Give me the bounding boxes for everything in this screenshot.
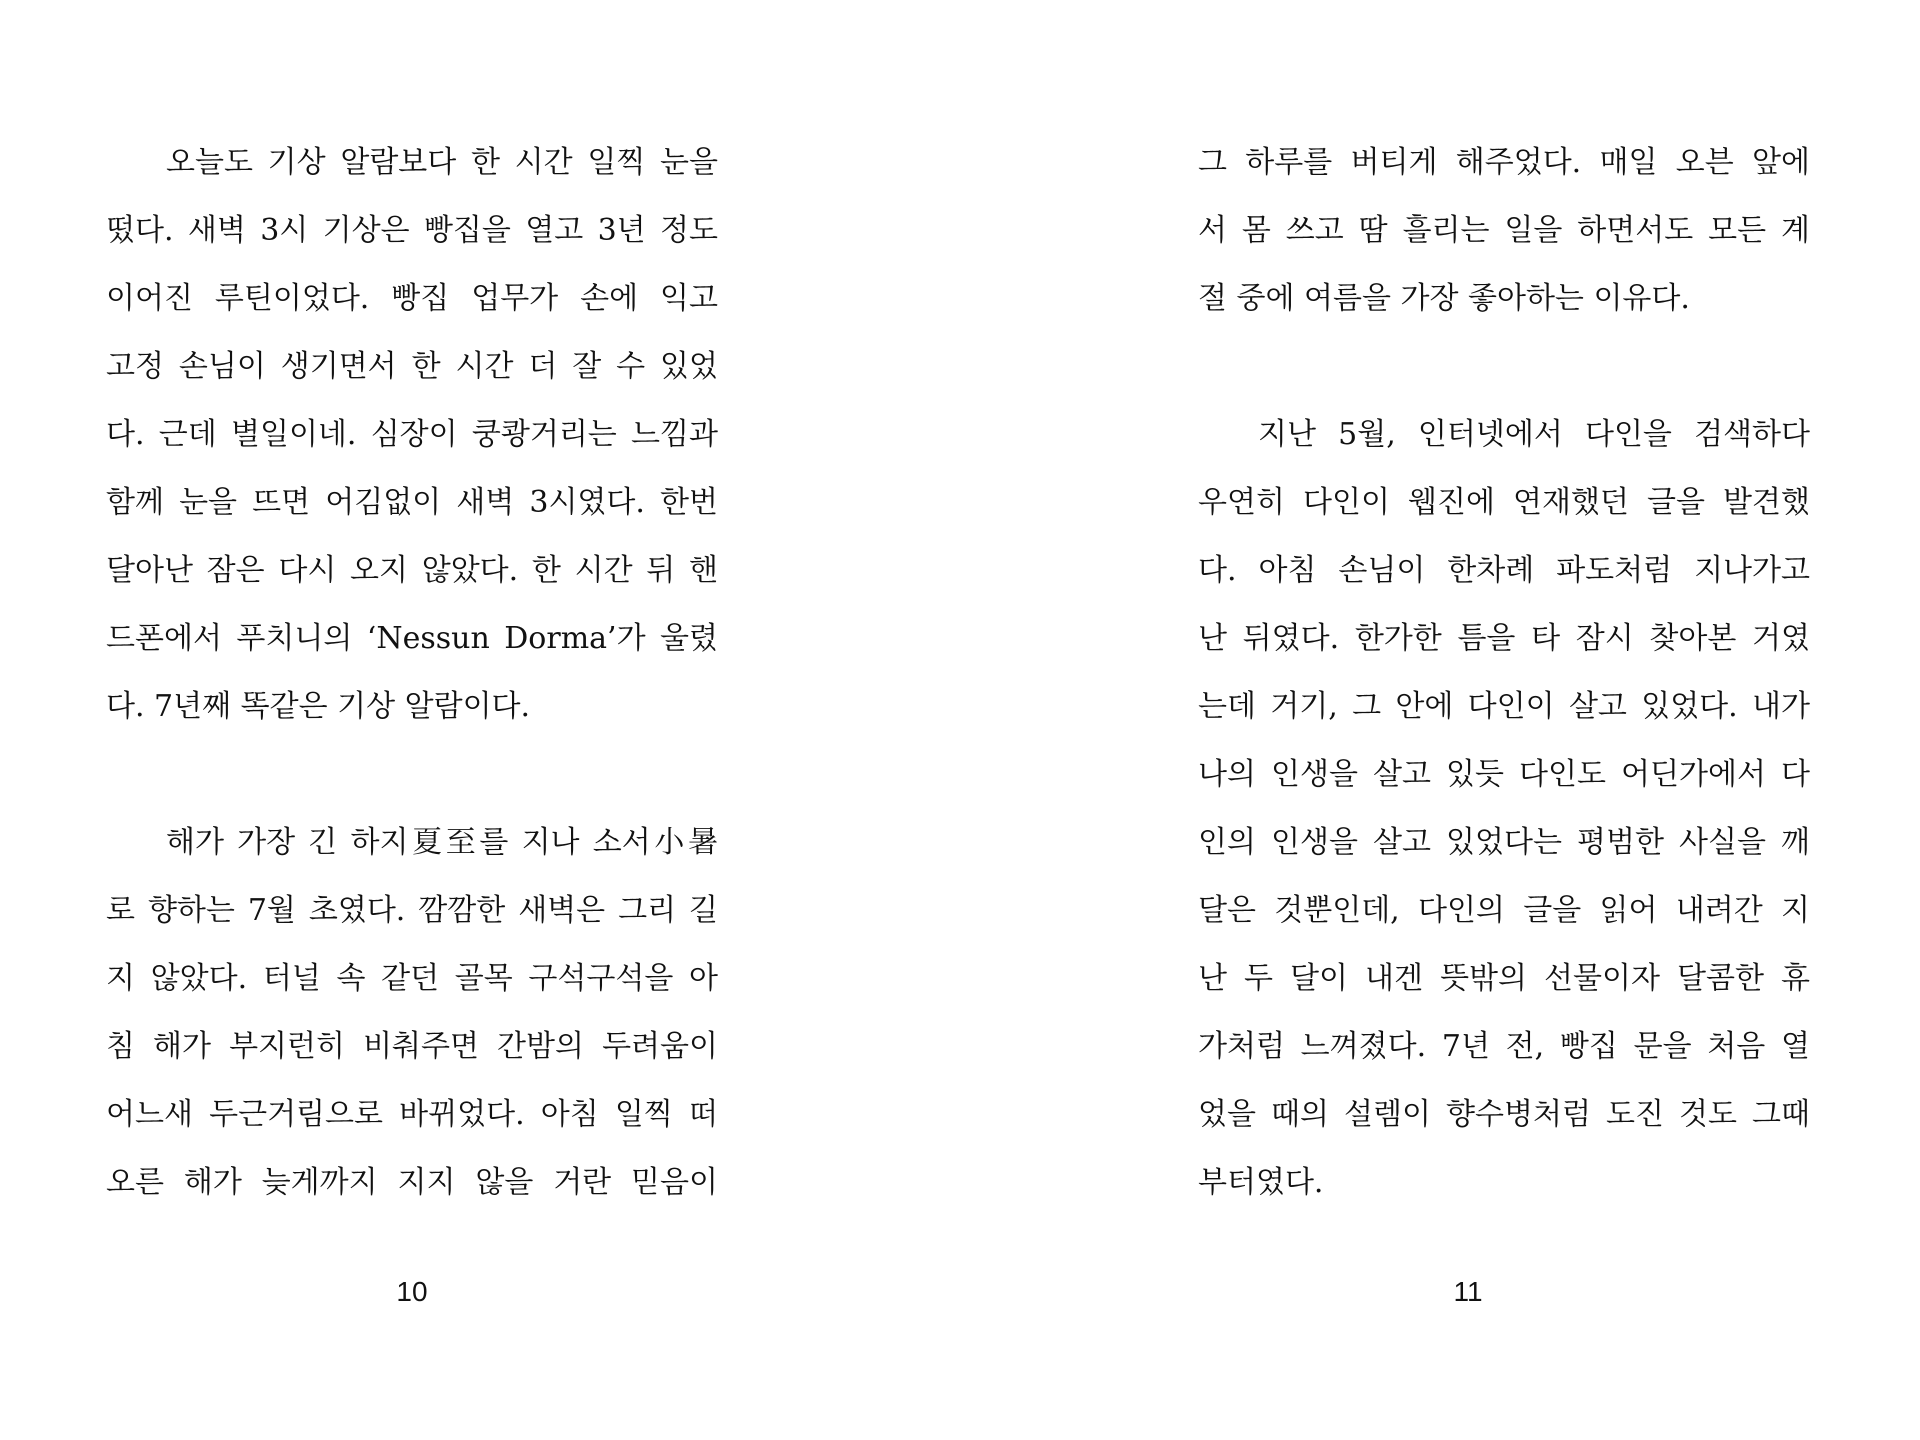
text-line: 다. 아침 손님이 한차례 파도처럼 지나가고 <box>1198 553 1810 588</box>
text-line: 어느새 두근거림으로 바뀌었다. 아침 일찍 떠 <box>106 1097 718 1132</box>
text-line: 로 향하는 7월 초였다. 깜깜한 새벽은 그리 길 <box>106 893 718 928</box>
paragraph <box>1198 129 1810 333</box>
right-page-text <box>1198 129 1810 1217</box>
paragraph <box>1198 401 1810 1217</box>
text-line: 오른 해가 늦게까지 지지 않을 거란 믿음이 <box>106 1165 718 1200</box>
text-line: 나의 인생을 살고 있듯 다인도 어딘가에서 다 <box>1198 757 1810 792</box>
right-page <box>960 0 1920 1440</box>
paragraph-gap <box>1198 333 1810 401</box>
paragraph <box>106 129 718 741</box>
text-line: 지난 5월, 인터넷에서 다인을 검색하다 <box>1258 417 1810 452</box>
text-line: 난 두 달이 내겐 뜻밖의 선물이자 달콤한 휴 <box>1198 961 1810 996</box>
text-line: 해가 가장 긴 하지夏至를 지나 소서小暑 <box>166 825 718 860</box>
text-line: 드폰에서 푸치니의 ‘Nessun Dorma’가 울렸 <box>106 621 718 656</box>
text-line: 인의 인생을 살고 있었다는 평범한 사실을 깨 <box>1198 825 1810 860</box>
text-line: 우연히 다인이 웹진에 연재했던 글을 발견했 <box>1198 485 1810 520</box>
text-line: 달은 것뿐인데, 다인의 글을 읽어 내려간 지 <box>1198 893 1810 928</box>
text-line: 고정 손님이 생기면서 한 시간 더 잘 수 있었 <box>106 349 718 384</box>
text-line: 달아난 잠은 다시 오지 않았다. 한 시간 뒤 핸 <box>106 553 718 588</box>
text-line: 지 않았다. 터널 속 같던 골목 구석구석을 아 <box>106 961 718 996</box>
text-line: 침 해가 부지런히 비춰주면 간밤의 두려움이 <box>106 1029 718 1064</box>
text-line: 난 뒤였다. 한가한 틈을 타 잠시 찾아본 거였 <box>1198 621 1810 656</box>
left-page-text <box>106 129 718 1217</box>
paragraph-gap <box>106 741 718 809</box>
paragraph <box>106 809 718 1217</box>
text-line: 함께 눈을 뜨면 어김없이 새벽 3시였다. 한번 <box>106 485 718 520</box>
text-line: 부터였다. <box>1198 1165 1324 1200</box>
text-line: 었을 때의 설렘이 향수병처럼 도진 것도 그때 <box>1198 1097 1810 1132</box>
text-line: 떴다. 새벽 3시 기상은 빵집을 열고 3년 정도 <box>106 213 718 248</box>
text-line: 그 하루를 버티게 해주었다. 매일 오븐 앞에 <box>1198 145 1810 180</box>
page-number: 11 <box>1453 1276 1483 1307</box>
text-line: 가처럼 느껴졌다. 7년 전, 빵집 문을 처음 열 <box>1198 1029 1810 1064</box>
text-line: 절 중에 여름을 가장 좋아하는 이유다. <box>1198 281 1690 316</box>
text-line: 는데 거기, 그 안에 다인이 살고 있었다. 내가 <box>1198 689 1810 724</box>
text-line: 오늘도 기상 알람보다 한 시간 일찍 눈을 <box>166 145 718 180</box>
text-line: 다. 근데 별일이네. 심장이 쿵쾅거리는 느낌과 <box>106 417 718 452</box>
text-line: 이어진 루틴이었다. 빵집 업무가 손에 익고 <box>106 281 718 316</box>
text-line: 서 몸 쓰고 땀 흘리는 일을 하면서도 모든 계 <box>1198 213 1810 248</box>
text-line: 다. 7년째 똑같은 기상 알람이다. <box>106 689 531 724</box>
page-number: 10 <box>396 1276 428 1307</box>
